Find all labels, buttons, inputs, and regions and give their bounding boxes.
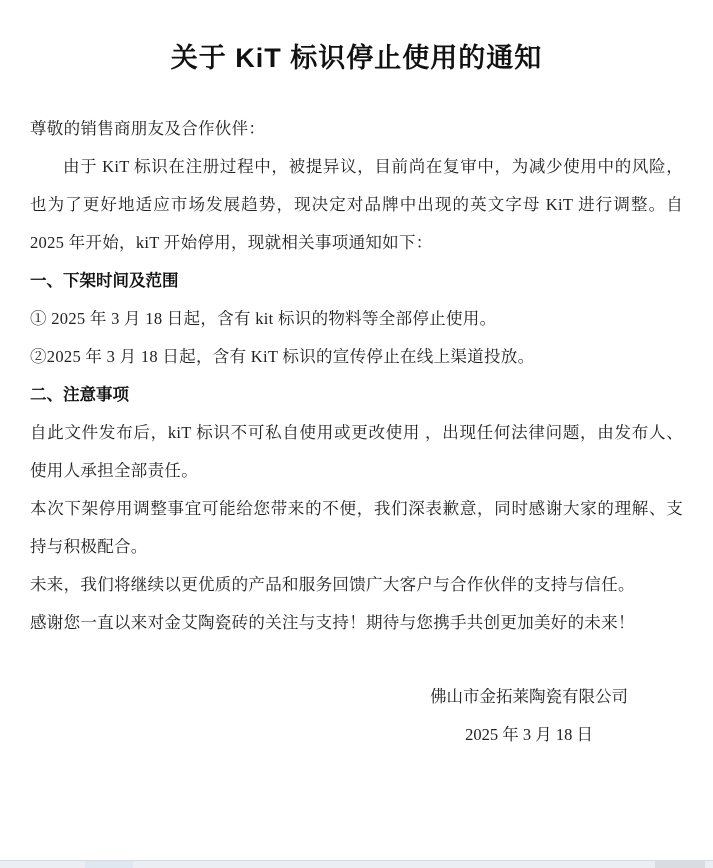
bottom-edge-tint-right — [655, 861, 705, 868]
bottom-edge-bar — [0, 860, 713, 868]
section-heading-scope: 一、下架时间及范围 — [30, 272, 179, 290]
notes-paragraph-legal: 自此文件发布后，kiT 标识不可私自使用或更改使用 ，出现任何法律问题，由发布人、使用人承担全部责任。 — [30, 423, 683, 480]
signature-block — [30, 678, 628, 754]
signature-date: 2025 年 3 月 18 日 — [465, 725, 593, 744]
signature-company: 佛山市金拓莱陶瓷有限公司 — [430, 687, 628, 706]
intro-paragraph: 由于 KiT 标识在注册过程中，被提异议，目前尚在复审中，为减少使用中的风险，也为了更好地适应市场发展趋势，现决定对品牌中出现的英文字母 KiT 进行调整。自 2025 年开始，kiT 开始停用，现就相关事项通知如下： — [30, 157, 683, 252]
bottom-edge-tint-left — [85, 861, 133, 868]
list-item-1: ① 2025 年 3 月 18 日起，含有 kit 标识的物料等全部停止使用。 — [30, 309, 497, 328]
document-title: 关于 KiT 标识停止使用的通知 — [170, 43, 543, 73]
signature-inner — [430, 678, 628, 754]
notes-paragraph-apology: 本次下架停用调整事宜可能给您带来的不便，我们深表歉意，同时感谢大家的理解、支持与积极配合。 — [30, 499, 683, 556]
salutation: 尊敬的销售商朋友及合作伙伴： — [30, 119, 266, 138]
notes-paragraph-future: 未来，我们将继续以更优质的产品和服务回馈广大客户与合作伙伴的支持与信任。 — [30, 575, 635, 594]
section-heading-notes: 二、注意事项 — [30, 386, 129, 404]
list-item-2: ②2025 年 3 月 18 日起，含有 KiT 标识的宣传停止在线上渠道投放。 — [30, 347, 535, 366]
notes-paragraph-thanks: 感谢您一直以来对金艾陶瓷砖的关注与支持！期待与您携手共创更加美好的未来！ — [30, 613, 635, 632]
